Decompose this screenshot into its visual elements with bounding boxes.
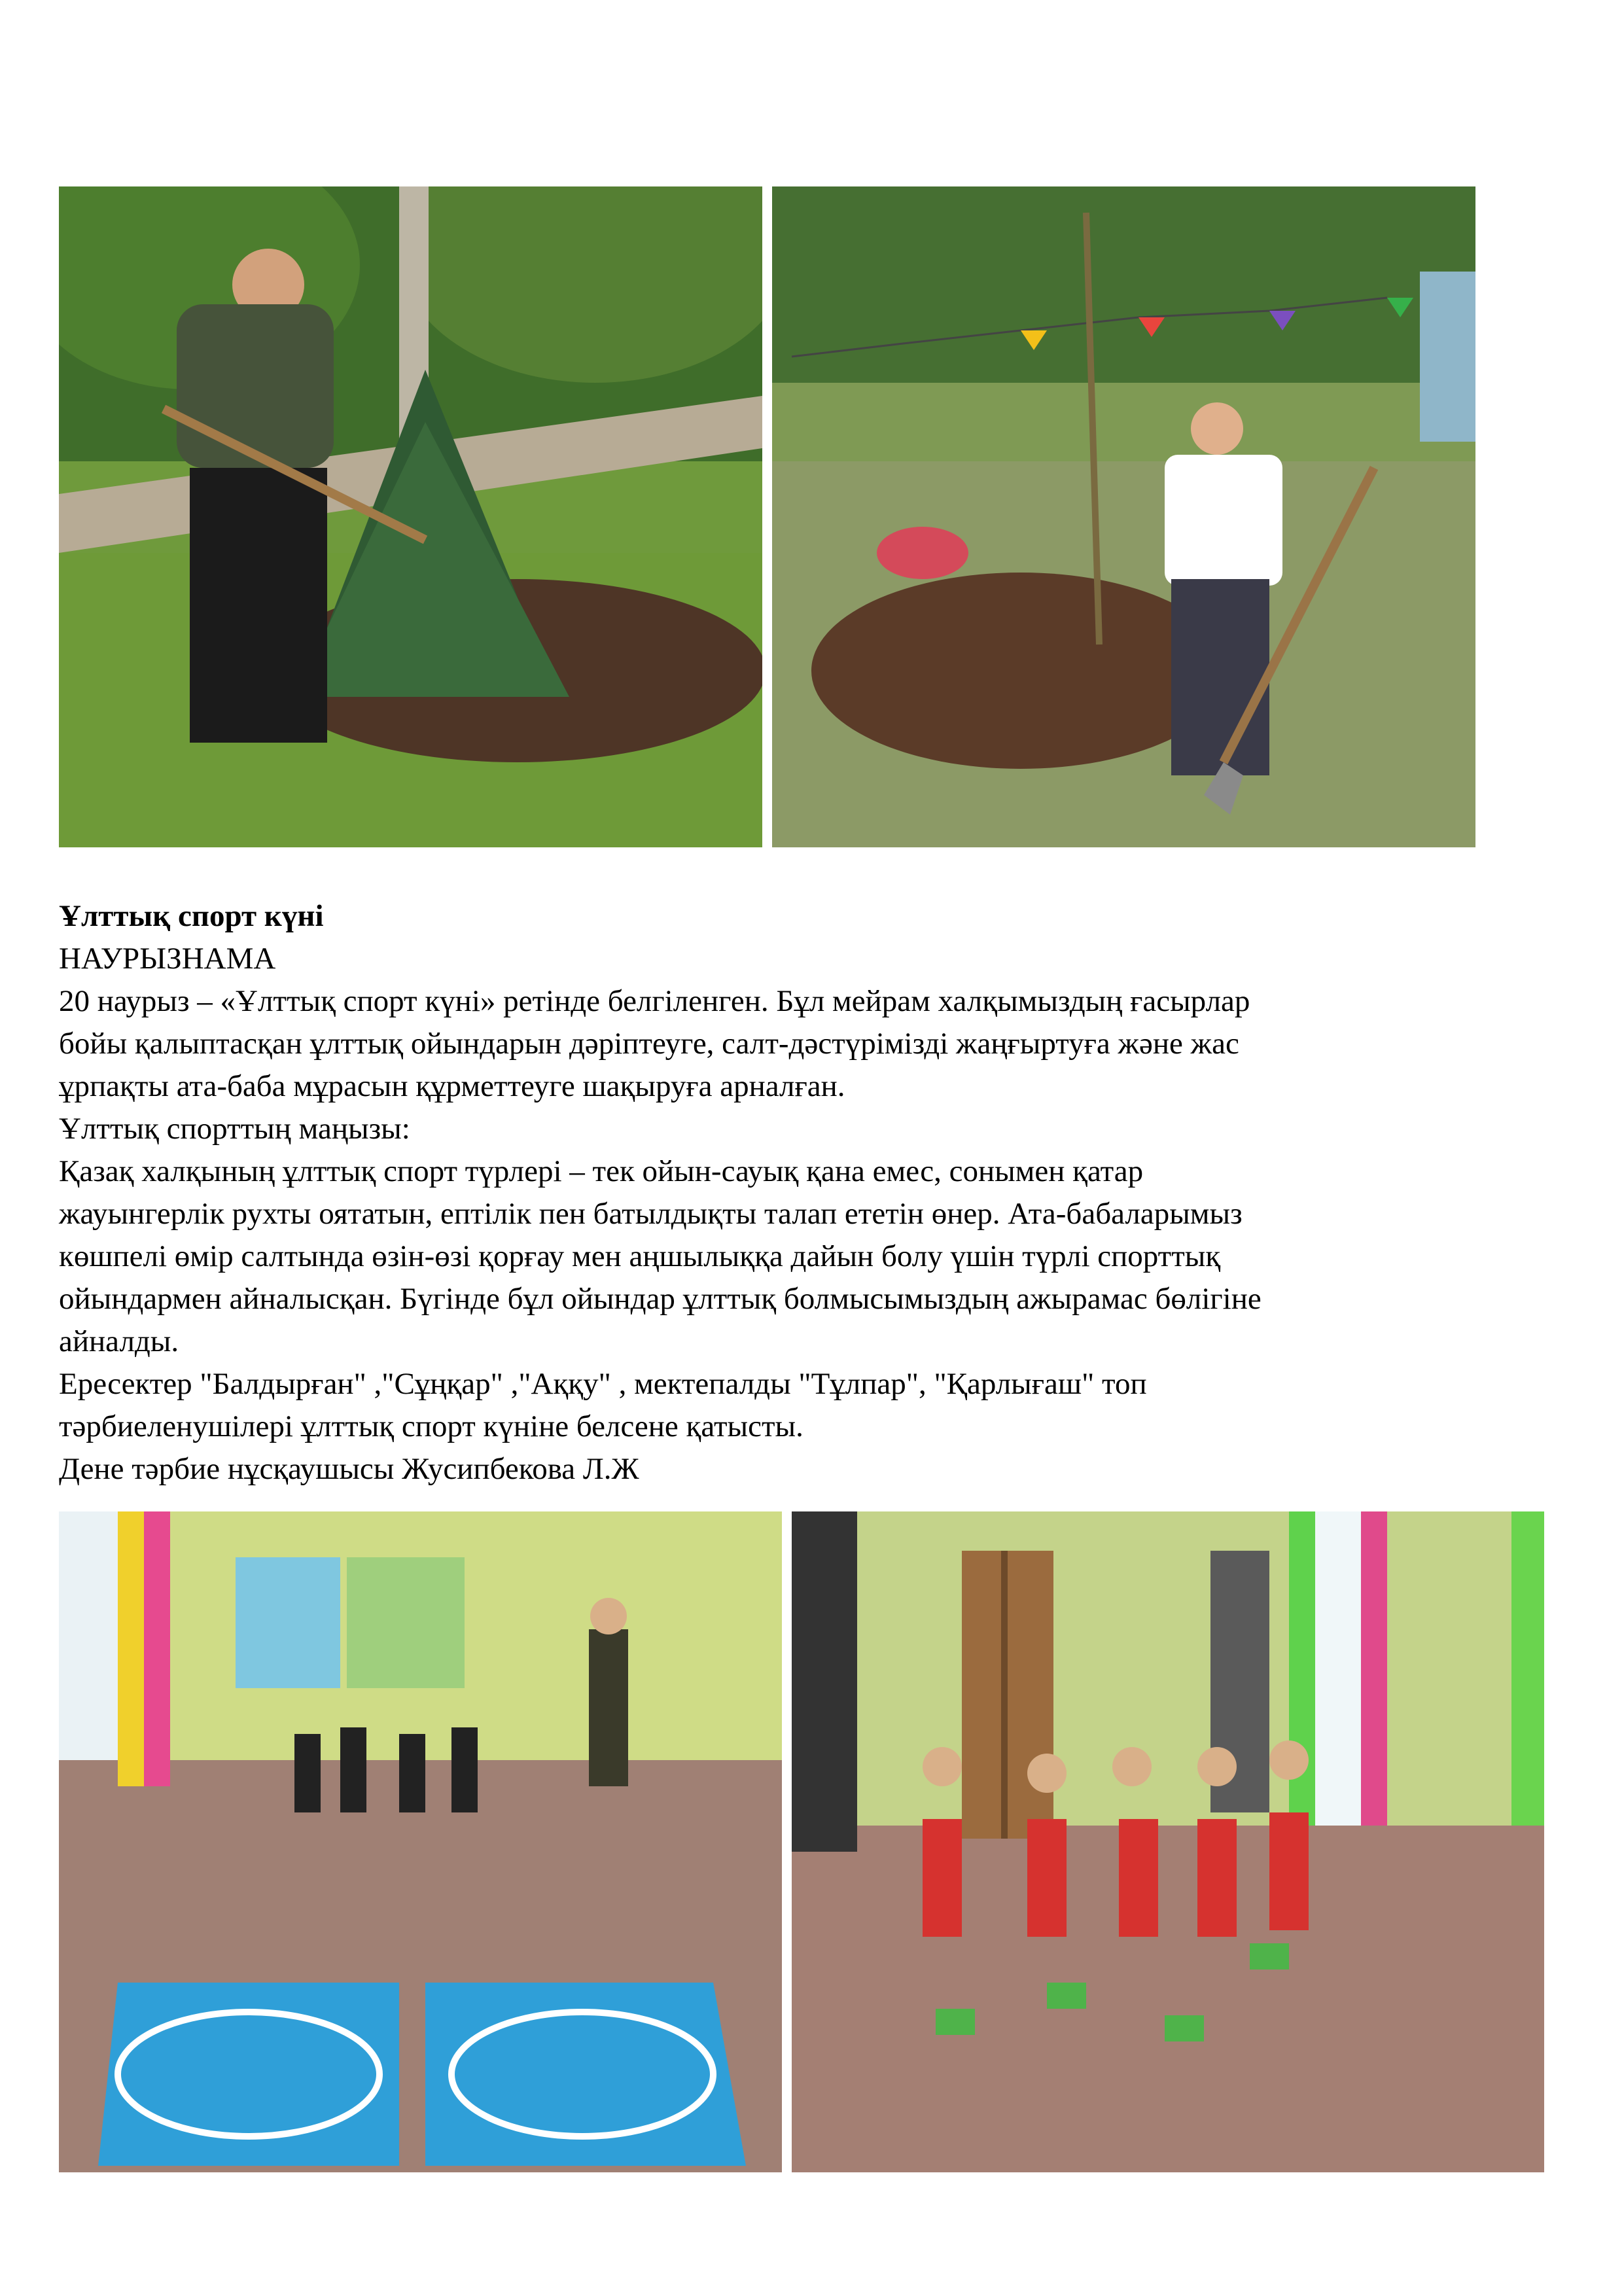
paragraph-line: ұрпақты ата-баба мұрасын құрметтеуге шақыруға арналған. bbox=[59, 1069, 845, 1103]
paragraph-line: көшпелі өмір салтында өзін-өзі қорғау мен аңшылыққа дайын болу үшін түрлі спорттық bbox=[59, 1239, 1221, 1273]
paragraph-line: ойындармен айналысқан. Бүгінде бұл ойындар ұлттық болмысымыздың ажырамас бөлігіне bbox=[59, 1282, 1262, 1316]
article-title: Ұлттық спорт күні bbox=[59, 899, 324, 933]
article-subtitle: НАУРЫЗНАМА bbox=[59, 942, 276, 976]
paragraph-line: 20 наурыз – «Ұлттық спорт күні» ретінде белгіленген. Бұл мейрам халқымыздың ғасырлар bbox=[59, 984, 1250, 1018]
section-heading: Ұлттық спорттың маңызы: bbox=[59, 1112, 410, 1146]
author-line: Дене тәрбие нұсқаушысы Жусипбекова Л.Ж bbox=[59, 1452, 639, 1486]
photo-man-planting-spruce bbox=[59, 186, 762, 847]
photo-boy-planting-sapling bbox=[772, 186, 1475, 847]
paragraph-line: Қазақ халқының ұлттық спорт түрлері – тек ойын-сауық қана емес, сонымен қатар bbox=[59, 1154, 1144, 1188]
photo-children-blue-mats bbox=[59, 1511, 782, 2172]
article-text bbox=[59, 895, 1590, 1491]
paragraph-line: айналды. bbox=[59, 1324, 179, 1358]
paragraph-line: бойы қалыптасқан ұлттық ойындарын дәріптеуге, салт-дәстүрімізді жаңғыртуға және жас bbox=[59, 1027, 1239, 1061]
paragraph-line: жауынгерлік рухты оятатын, ептілік пен батылдықты талап ететін өнер. Ата-бабаларымыз bbox=[59, 1197, 1243, 1231]
paragraph-line: Ересектер "Балдырған" ,"Сұңқар" ,"Аққу" , мектепалды "Тұлпар", "Қарлығаш" топ bbox=[59, 1367, 1147, 1401]
photo-children-red-chairs bbox=[792, 1511, 1544, 2172]
paragraph-line: тәрбиеленушілері ұлттық спорт күніне белсене қатысты. bbox=[59, 1409, 803, 1443]
